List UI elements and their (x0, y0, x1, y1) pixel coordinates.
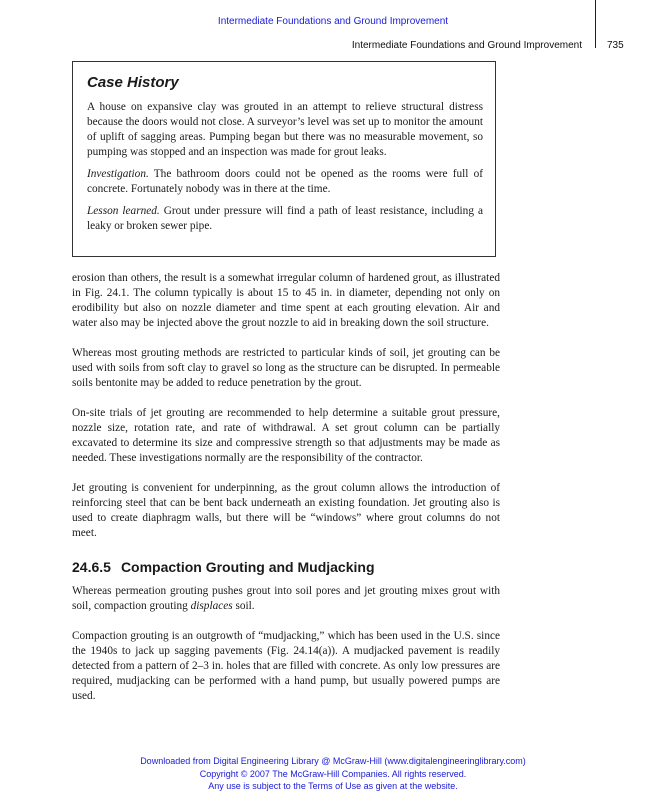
lesson-text: Grout under pressure will find a path of least resistance, including a leaky or broken sewer pipe. (87, 205, 483, 232)
emphasis-displaces: displaces (190, 600, 233, 612)
lesson-paragraph (87, 204, 483, 234)
running-title: Intermediate Foundations and Ground Improvement (351, 40, 582, 51)
main-text (72, 271, 500, 719)
copyright-footer (0, 755, 666, 793)
footer-copyright: Copyright © 2007 The McGraw-Hill Companies. All rights reserved. (199, 768, 467, 779)
body-paragraph-trials: On-site trials of jet grouting are recommended to help determine a suitable grout pressure, nozzle size, rotation rate, and rate of withdrawal. A set grout column can be partially excavated to determine its size and compressive strength so that adjustments may be made as needed. These investigations normally are the responsibility of the contractor. (72, 407, 500, 464)
body-paragraph-soils: Whereas most grouting methods are restricted to particular kinds of soil, jet grouting can be used with soils from soft clay to gravel so long as the structure can be disrupted. In permeable soils bentonite may be added to reduce penetration by the grout. (72, 347, 500, 389)
body-paragraph-underpinning: Jet grouting is convenient for underpinning, as the grout column allows the introduction of reinforcing steel that can be bent back underneath an existing foundation. Jet grouting also is used to create diaphragm walls, but there will be “windows” where grout columns do not meet. (72, 482, 500, 539)
footer-download-link[interactable]: Downloaded from Digital Engineering Library @ McGraw-Hill (www.digitalengineeringlibrary.com) (140, 756, 526, 766)
header-divider (595, 0, 596, 48)
body-paragraph-erosion: erosion than others, the result is a somewhat irregular column of hardened grout, as illustrated in Fig. 24.1. The column typically is about 15 to 45 in. in diameter, depending not only on erodibility but also on nozzle diameter and time spent at each grouting elevation. Air and water also may be injected above the grout nozzle to aid in breaking down the soil structure. (72, 272, 500, 329)
investigation-label: Investigation. (87, 168, 149, 180)
section-heading (72, 559, 500, 575)
case-history-box (72, 61, 496, 257)
body-paragraph-displaces (72, 584, 500, 614)
lesson-label: Lesson learned. (87, 205, 160, 217)
page-number: 735 (607, 40, 624, 51)
case-history-title: Case History (87, 74, 179, 91)
investigation-text: The bathroom doors could not be opened as the rooms were full of concrete. Fortunately nobody was in there at the time. (87, 168, 483, 195)
footer-terms-link[interactable]: Any use is subject to the Terms of Use as given at the website. (208, 781, 458, 791)
investigation-paragraph (87, 167, 483, 197)
case-history-paragraph: A house on expansive clay was grouted in an attempt to relieve structural distress because the doors would not close. A surveyor’s level was set up to monitor the amount of uplift of sagging areas. Pumping began but there was no measurable movement, so pumping was stopped and an inspection was made for grout leaks. (87, 101, 483, 158)
section-number: 24.6.5 (72, 559, 111, 575)
body-paragraph-mudjacking: Compaction grouting is an outgrowth of “mudjacking,” which has been used in the U.S. since the 1940s to jack up sagging pavements (Fig. 24.14(a)). A mudjacked pavement is readily detected from a pattern of 2–3 in. holes that are filled with concrete. As only low pressures are required, mudjacking can be performed with a hand pump, but usually powered pumps are used. (72, 630, 500, 702)
paragraph-end: soil. (232, 600, 255, 612)
section-title: Compaction Grouting and Mudjacking (120, 559, 375, 575)
download-banner[interactable]: Intermediate Foundations and Ground Improvement (217, 16, 449, 27)
paragraph-start: Whereas permeation grouting pushes grout into soil pores and jet grouting mixes grout with soil, compaction grouting (72, 585, 500, 612)
